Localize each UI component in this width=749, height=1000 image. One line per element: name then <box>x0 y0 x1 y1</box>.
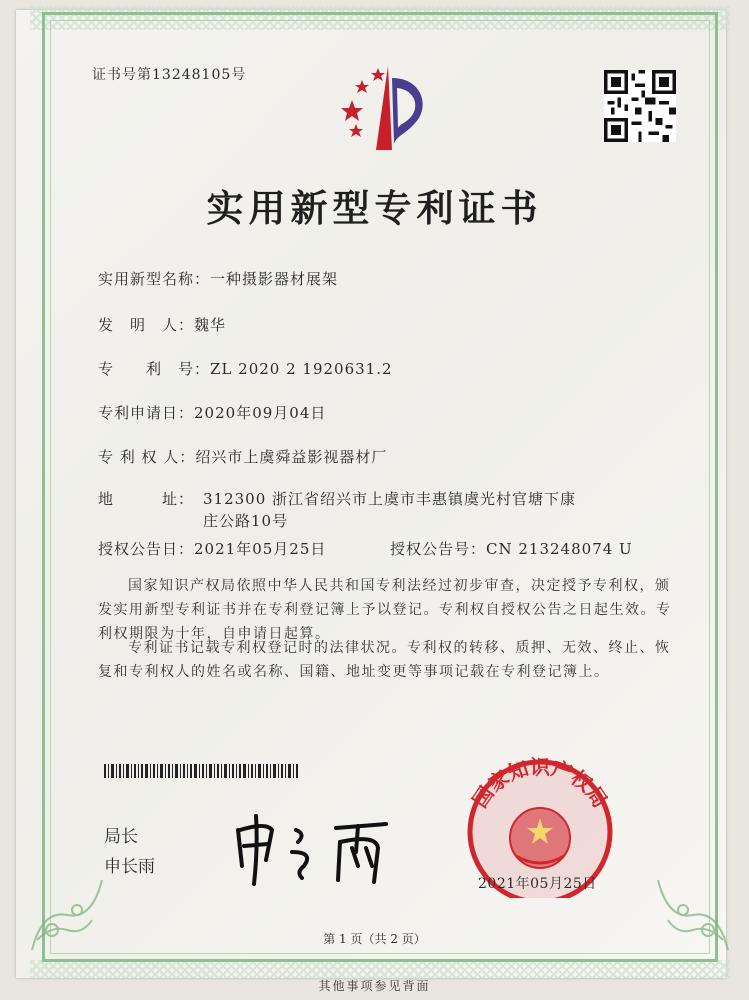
grant-date-row <box>98 538 326 559</box>
qr-code-icon <box>604 70 676 142</box>
director-signature-icon <box>226 808 396 888</box>
bottom-border-pattern <box>30 960 730 978</box>
filing-date-value: 2020年09月04日 <box>194 404 327 422</box>
seal-date: 2021年05月25日 <box>478 876 597 892</box>
grant-date-label: 授权公告日： <box>98 540 195 558</box>
model-name-label: 实用新型名称： <box>98 270 211 288</box>
address-row <box>98 488 194 509</box>
patentee-row <box>98 446 387 467</box>
director-title: 局长 <box>104 827 138 847</box>
certificate-number: 证书号第13248105号 <box>92 67 247 83</box>
address-value: 312300 浙江省绍兴市上虞市丰惠镇虞光村官塘下康庄公路10号 <box>203 490 577 530</box>
footer-note: 其他事项参见背面 <box>318 979 431 993</box>
patentee-value: 绍兴市上虞舜益影视器材厂 <box>195 448 388 466</box>
patent-office-emblem-icon <box>330 58 440 154</box>
grant-number-label: 授权公告号： <box>390 540 487 558</box>
grant-date-value: 2021年05月25日 <box>194 540 327 558</box>
filing-date-label: 专利申请日： <box>98 404 195 422</box>
model-name-row <box>98 268 338 289</box>
inventor-label: 发 明 人： <box>98 316 195 334</box>
patent-number-value: ZL 2020 2 1920631.2 <box>210 360 393 378</box>
patentee-label: 专 利 权 人： <box>98 448 196 466</box>
page-number: 第 1 页（共 2 页） <box>323 932 426 946</box>
certificate-title: 实用新型专利证书 <box>206 186 543 230</box>
model-name-value: 一种摄影器材展架 <box>210 270 339 288</box>
patent-number-label: 专 利 号： <box>98 360 211 378</box>
patent-number-row <box>98 358 393 379</box>
grant-number-value: CN 213248074 U <box>486 540 633 558</box>
director-name: 申长雨 <box>104 857 155 877</box>
grant-statement-paragraph: 国家知识产权局依照中华人民共和国专利法经过初步审查，决定授予专利权，颁发实用新型专利证书并在专利登记簿上予以登记。专利权自授权公告之日起生效。专利权期限为十年，自申请日起算。 <box>98 578 672 642</box>
inventor-row <box>98 314 226 335</box>
barcode-icon <box>104 764 300 778</box>
grant-number-row <box>390 538 633 559</box>
legal-status-paragraph: 专利证书记载专利权登记时的法律状况。专利权的转移、质押、无效、终止、恢复和专利权人的姓名或名称、国籍、地址变更等事项记载在专利登记簿上。 <box>98 640 671 680</box>
address-label: 地 址： <box>98 490 195 508</box>
filing-date-row <box>98 402 326 423</box>
inventor-value: 魏华 <box>194 316 227 334</box>
seal-text: 国家知识产权局 <box>467 755 613 813</box>
